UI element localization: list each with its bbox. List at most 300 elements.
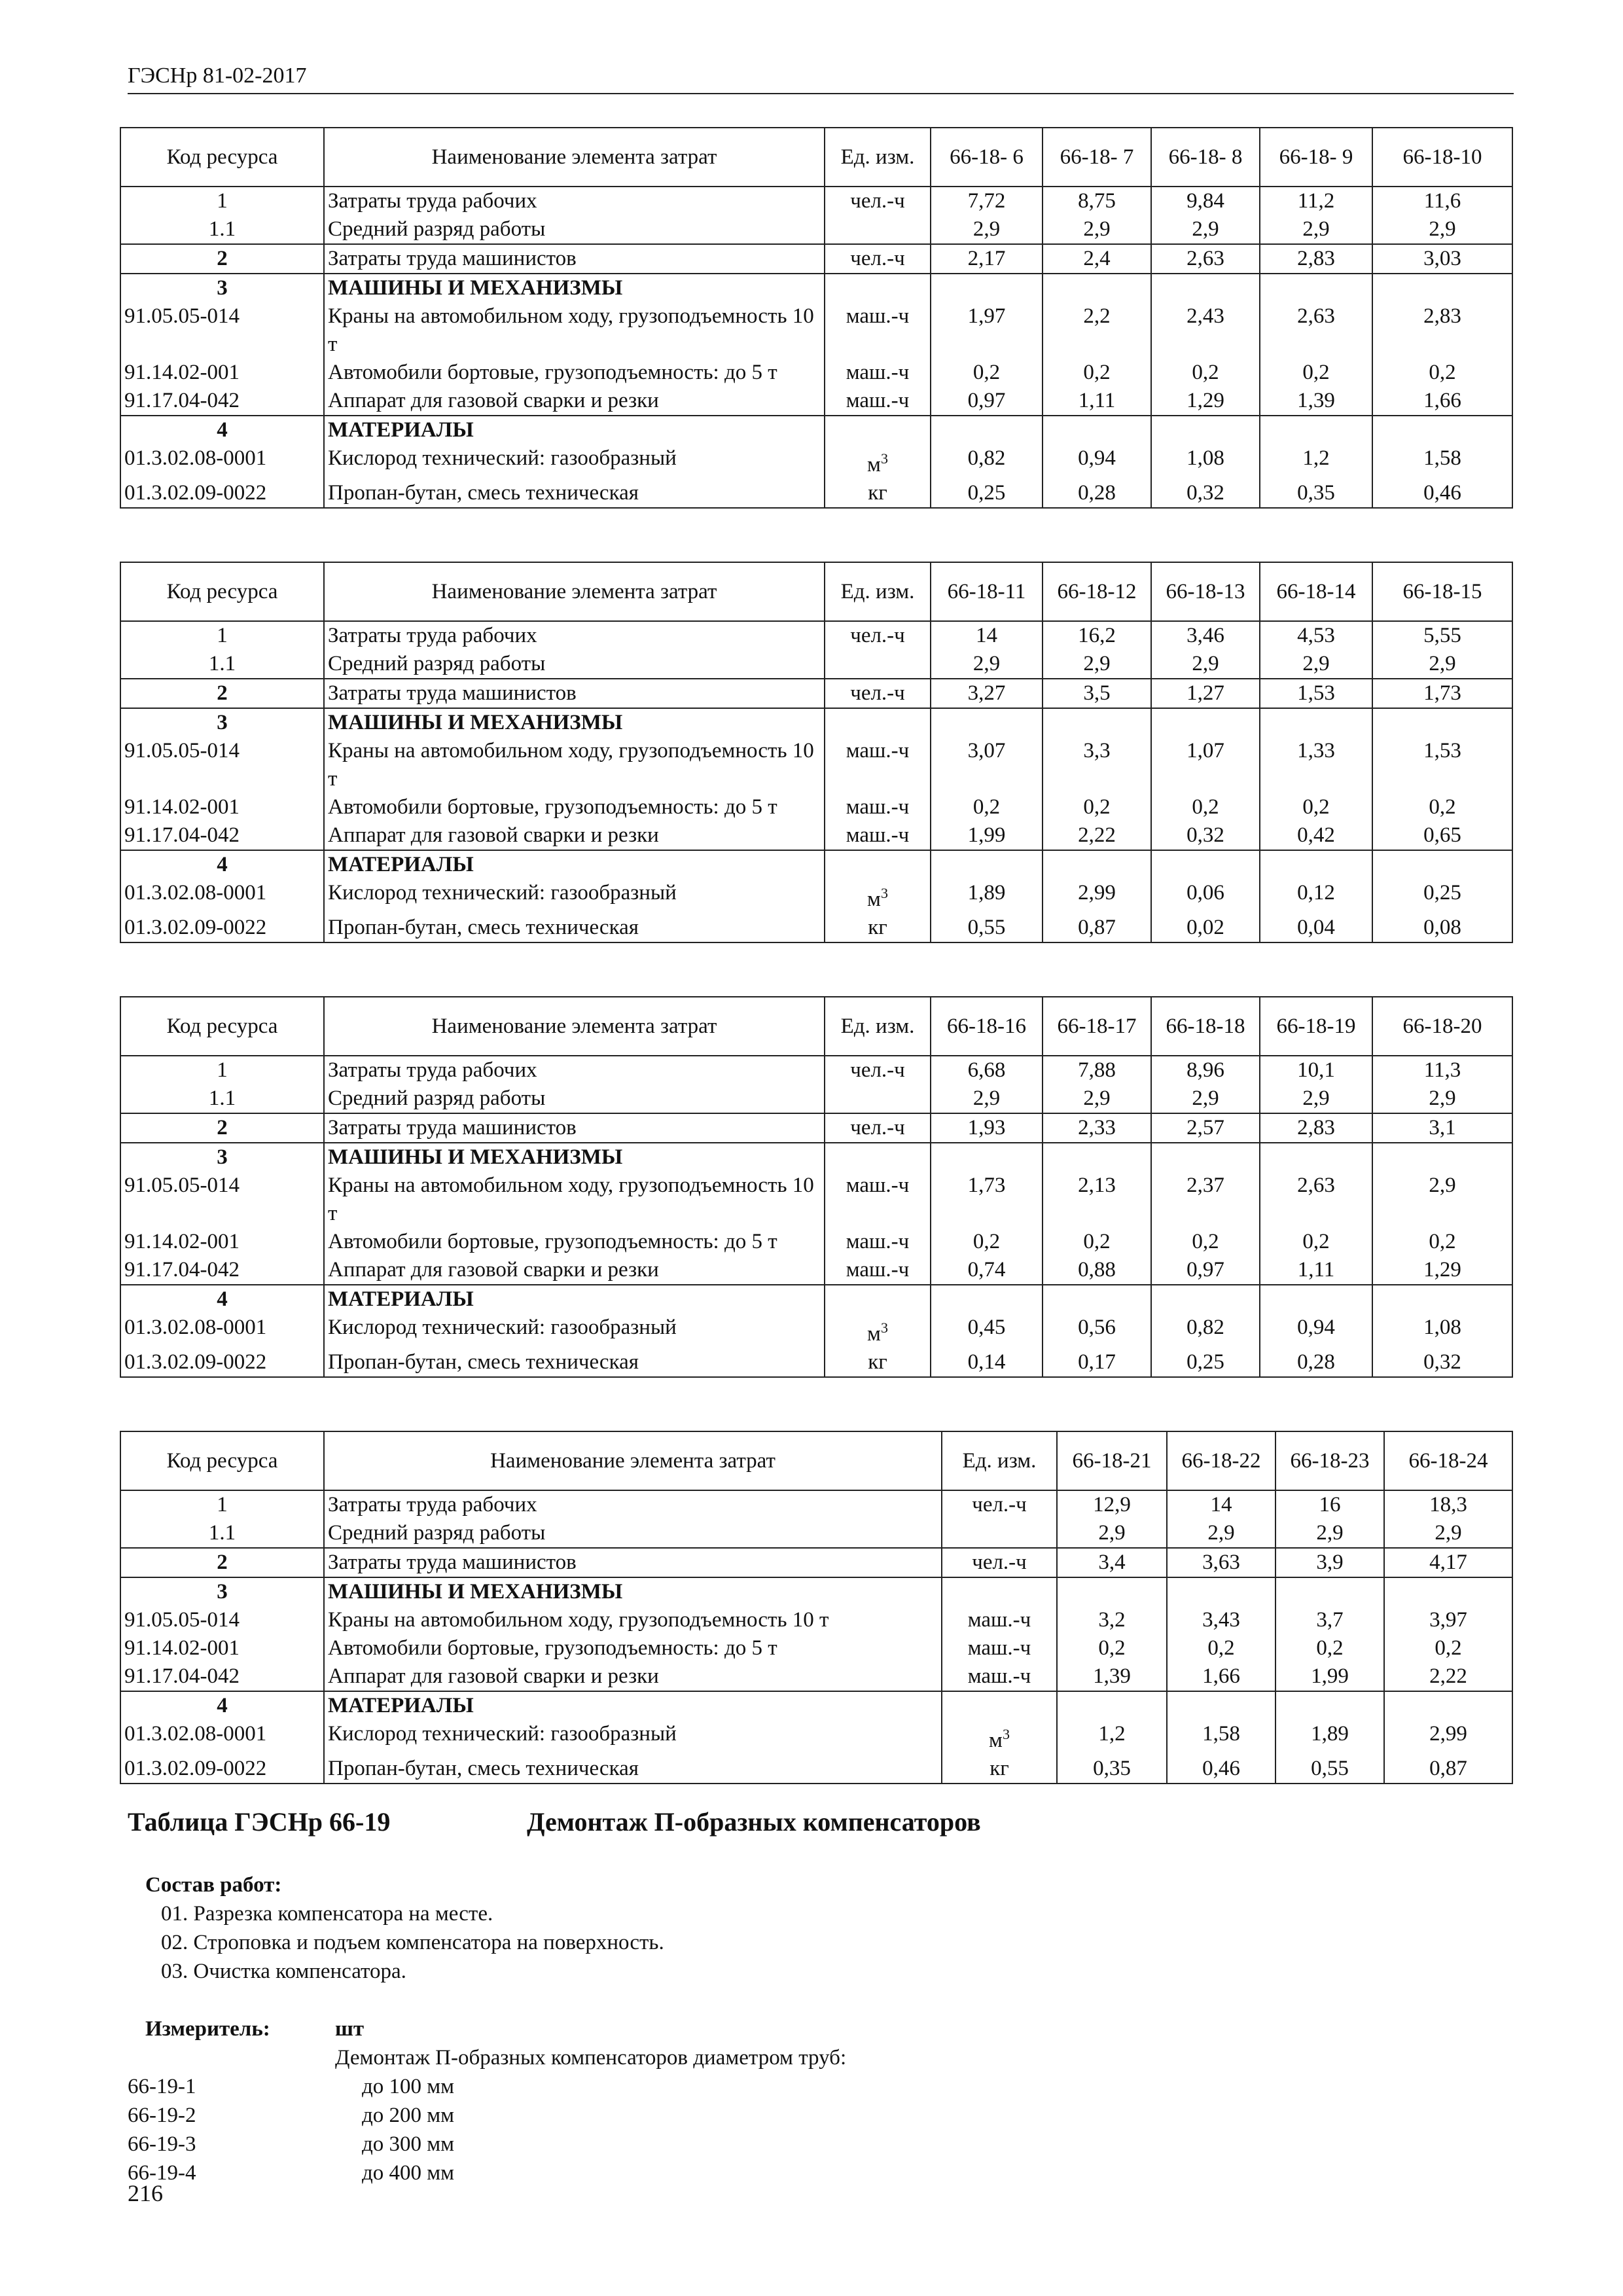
resource-unit: чел.-ч: [825, 1113, 931, 1143]
value-cell: 2,57: [1151, 1113, 1260, 1143]
col-header-code: Код ресурса: [120, 562, 324, 621]
running-header: ГЭСНр 81-02-2017: [128, 63, 1514, 94]
resource-name: Затраты труда машинистов: [324, 1113, 825, 1143]
value-cell: 3,63: [1167, 1548, 1275, 1577]
col-header-norm: 66-18-20: [1372, 997, 1512, 1056]
value-cell: 0,82: [931, 444, 1043, 479]
resource-code: 1.1: [120, 650, 324, 679]
resource-unit: $м^3$: [825, 444, 931, 479]
resource-code: 1.1: [120, 1085, 324, 1113]
resource-unit: маш.-ч: [825, 302, 931, 359]
value-cell: 3,07: [931, 737, 1043, 793]
resource-table-3: [120, 996, 1513, 1378]
norm-text: до 200 мм: [362, 2104, 455, 2127]
table-row: [120, 821, 1512, 850]
resource-code: 01.3.02.08-0001: [120, 879, 324, 914]
works-section: [145, 1871, 664, 1986]
value-cell: 3,03: [1372, 244, 1512, 274]
table-row: [120, 302, 1512, 359]
value-cell: [1275, 1691, 1384, 1720]
value-cell: 2,9: [1151, 650, 1260, 679]
value-cell: 0,94: [1043, 444, 1151, 479]
value-cell: [1372, 1285, 1512, 1314]
page-number: 216: [128, 2180, 163, 2206]
resource-unit: чел.-ч: [825, 244, 931, 274]
section-heading: МАШИНЫ И МЕХАНИЗМЫ: [324, 274, 825, 302]
value-cell: 1,33: [1260, 737, 1372, 793]
value-cell: 1,58: [1167, 1720, 1275, 1755]
resource-code: 1: [120, 1056, 324, 1085]
value-cell: [1384, 1577, 1512, 1606]
table-row: [120, 737, 1512, 793]
value-cell: 3,2: [1057, 1606, 1167, 1634]
value-cell: 2,99: [1384, 1720, 1512, 1755]
value-cell: 0,12: [1260, 879, 1372, 914]
table-row: [120, 708, 1512, 737]
value-cell: 2,63: [1260, 1172, 1372, 1228]
value-cell: 3,4: [1057, 1548, 1167, 1577]
table-row: [120, 850, 1512, 879]
resource-code: 01.3.02.09-0022: [120, 479, 324, 508]
value-cell: [1372, 1143, 1512, 1172]
value-cell: 1,08: [1151, 444, 1260, 479]
section-heading: МАТЕРИАЛЫ: [324, 1691, 942, 1720]
table-row: [120, 1755, 1512, 1784]
value-cell: [1043, 1143, 1151, 1172]
resource-code: 1: [120, 1490, 324, 1519]
value-cell: 0,04: [1260, 914, 1372, 942]
table-row: [120, 1490, 1512, 1519]
table-row: [120, 387, 1512, 416]
section-heading: МАШИНЫ И МЕХАНИЗМЫ: [324, 1143, 825, 1172]
value-cell: 8,96: [1151, 1056, 1260, 1085]
norm-code: 66-19-3: [128, 2132, 196, 2156]
resource-name: Затраты труда машинистов: [324, 679, 825, 708]
table-row: [120, 1691, 1512, 1720]
resource-unit: маш.-ч: [825, 1256, 931, 1285]
superscript: 3: [880, 885, 888, 901]
superscript: 3: [880, 1319, 888, 1336]
resource-name: Средний разряд работы: [324, 650, 825, 679]
resource-name: Затраты труда машинистов: [324, 244, 825, 274]
table-row: [120, 416, 1512, 444]
table-row: [120, 444, 1512, 479]
col-header-norm: 66-18-10: [1372, 128, 1512, 187]
resource-code: 4: [120, 850, 324, 879]
value-cell: [1151, 708, 1260, 737]
resource-name: Пропан-бутан, смесь техническая: [324, 479, 825, 508]
list-item: 03. Очистка компенсатора.: [161, 1960, 406, 1983]
col-header-norm: 66-18-22: [1167, 1431, 1275, 1490]
value-cell: [1057, 1691, 1167, 1720]
value-cell: 11,2: [1260, 187, 1372, 215]
value-cell: 2,33: [1043, 1113, 1151, 1143]
col-header-norm: 66-18-13: [1151, 562, 1260, 621]
resource-code: 1.1: [120, 215, 324, 244]
resource-name: Кислород технический: газообразный: [324, 444, 825, 479]
resource-name: Затраты труда рабочих: [324, 1490, 942, 1519]
value-cell: [1043, 850, 1151, 879]
value-cell: 14: [931, 621, 1043, 650]
resource-unit: маш.-ч: [942, 1606, 1057, 1634]
value-cell: 0,87: [1384, 1755, 1512, 1784]
resource-unit: маш.-ч: [825, 387, 931, 416]
resource-code: 91.17.04-042: [120, 821, 324, 850]
value-cell: 2,9: [1275, 1519, 1384, 1548]
value-cell: 0,2: [1151, 359, 1260, 387]
table-row: [120, 1634, 1512, 1662]
value-cell: 0,46: [1167, 1755, 1275, 1784]
value-cell: 1,39: [1260, 387, 1372, 416]
value-cell: 1,97: [931, 302, 1043, 359]
value-cell: 0,14: [931, 1348, 1043, 1377]
col-header-code: Код ресурса: [120, 997, 324, 1056]
resource-unit: [825, 708, 931, 737]
value-cell: 0,28: [1043, 479, 1151, 508]
value-cell: 1,99: [931, 821, 1043, 850]
list-item: 02. Строповка и подъем компенсатора на поверхность.: [161, 1931, 664, 1954]
measure-unit: шт: [335, 2017, 365, 2041]
value-cell: 1,53: [1260, 679, 1372, 708]
resource-unit: кг: [825, 479, 931, 508]
value-cell: 0,56: [1043, 1314, 1151, 1348]
resource-code: 3: [120, 1143, 324, 1172]
value-cell: 2,9: [1167, 1519, 1275, 1548]
value-cell: [1043, 708, 1151, 737]
resource-code: 1: [120, 621, 324, 650]
value-cell: 1,99: [1275, 1662, 1384, 1691]
value-cell: [1260, 416, 1372, 444]
table-row: [120, 1348, 1512, 1377]
value-cell: 0,17: [1043, 1348, 1151, 1377]
value-cell: 0,2: [931, 1228, 1043, 1256]
col-header-code: Код ресурса: [120, 1431, 324, 1490]
value-cell: 2,9: [1384, 1519, 1512, 1548]
value-cell: 0,2: [1372, 359, 1512, 387]
col-header-name: Наименование элемента затрат: [324, 997, 825, 1056]
resource-name: Затраты труда рабочих: [324, 621, 825, 650]
table-row: [120, 879, 1512, 914]
value-cell: 1,27: [1151, 679, 1260, 708]
value-cell: 1,89: [1275, 1720, 1384, 1755]
resource-code: 01.3.02.09-0022: [120, 914, 324, 942]
value-cell: 0,88: [1043, 1256, 1151, 1285]
table-row: [120, 479, 1512, 508]
section-heading: МАТЕРИАЛЫ: [324, 850, 825, 879]
resource-name: Автомобили бортовые, грузоподъемность: до 5 т: [324, 359, 825, 387]
value-cell: 0,2: [1260, 793, 1372, 821]
table-row: [120, 650, 1512, 679]
resource-unit: [825, 274, 931, 302]
value-cell: [1260, 1143, 1372, 1172]
value-cell: 6,68: [931, 1056, 1043, 1085]
resource-code: 91.17.04-042: [120, 1256, 324, 1285]
value-cell: 0,2: [1043, 1228, 1151, 1256]
value-cell: 0,2: [1275, 1634, 1384, 1662]
norm-text: до 400 мм: [362, 2161, 455, 2185]
value-cell: 2,37: [1151, 1172, 1260, 1228]
resource-name: Средний разряд работы: [324, 215, 825, 244]
resource-table-1: [120, 127, 1513, 509]
value-cell: 1,73: [1372, 679, 1512, 708]
resource-unit: $м^3$: [825, 1314, 931, 1348]
value-cell: [1260, 274, 1372, 302]
table-row: [120, 1548, 1512, 1577]
resource-code: 4: [120, 1691, 324, 1720]
value-cell: [931, 850, 1043, 879]
value-cell: [931, 274, 1043, 302]
value-cell: 0,32: [1151, 479, 1260, 508]
resource-unit: кг: [825, 1348, 931, 1377]
table-row: [120, 1577, 1512, 1606]
value-cell: 16: [1275, 1490, 1384, 1519]
value-cell: 3,46: [1151, 621, 1260, 650]
value-cell: 4,53: [1260, 621, 1372, 650]
value-cell: [1372, 708, 1512, 737]
value-cell: 11,3: [1372, 1056, 1512, 1085]
value-cell: 5,55: [1372, 621, 1512, 650]
resource-code: 91.14.02-001: [120, 1228, 324, 1256]
value-cell: 1,11: [1043, 387, 1151, 416]
value-cell: [1151, 416, 1260, 444]
value-cell: 0,25: [1151, 1348, 1260, 1377]
value-cell: 2,83: [1372, 302, 1512, 359]
resource-name: Краны на автомобильном ходу, грузоподъемность 10 т: [324, 737, 825, 793]
resource-code: 91.14.02-001: [120, 793, 324, 821]
value-cell: 2,9: [1372, 215, 1512, 244]
value-cell: 1,07: [1151, 737, 1260, 793]
value-cell: 1,29: [1151, 387, 1260, 416]
resource-name: Затраты труда рабочих: [324, 187, 825, 215]
value-cell: 0,2: [1260, 1228, 1372, 1256]
value-cell: 2,9: [1151, 1085, 1260, 1113]
value-cell: 0,42: [1260, 821, 1372, 850]
resource-code: 91.14.02-001: [120, 1634, 324, 1662]
value-cell: 2,22: [1384, 1662, 1512, 1691]
value-cell: 10,1: [1260, 1056, 1372, 1085]
norm-code: 66-19-1: [128, 2075, 196, 2098]
section-heading: МАШИНЫ И МЕХАНИЗМЫ: [324, 708, 825, 737]
value-cell: 0,74: [931, 1256, 1043, 1285]
resource-code: 3: [120, 708, 324, 737]
resource-unit: [825, 1085, 931, 1113]
value-cell: 16,2: [1043, 621, 1151, 650]
value-cell: [1151, 1143, 1260, 1172]
table-row: [120, 1256, 1512, 1285]
resource-code: 91.14.02-001: [120, 359, 324, 387]
value-cell: 0,2: [1043, 793, 1151, 821]
value-cell: [931, 708, 1043, 737]
value-cell: 18,3: [1384, 1490, 1512, 1519]
table-row: [120, 1606, 1512, 1634]
list-item: [128, 2072, 454, 2101]
value-cell: 1,58: [1372, 444, 1512, 479]
value-cell: 0,2: [1151, 1228, 1260, 1256]
value-cell: 7,88: [1043, 1056, 1151, 1085]
list-item: 01. Разрезка компенсатора на месте.: [161, 1902, 493, 1926]
table-row: [120, 1285, 1512, 1314]
resource-code: 91.05.05-014: [120, 737, 324, 793]
col-header-unit: Ед. изм.: [825, 128, 931, 187]
value-cell: 2,22: [1043, 821, 1151, 850]
value-cell: 0,87: [1043, 914, 1151, 942]
value-cell: 2,9: [1372, 1172, 1512, 1228]
resource-unit: маш.-ч: [825, 359, 931, 387]
resource-name: Краны на автомобильном ходу, грузоподъемность 10 т: [324, 1606, 942, 1634]
value-cell: [1043, 274, 1151, 302]
value-cell: [1260, 1285, 1372, 1314]
value-cell: [1151, 274, 1260, 302]
value-cell: 2,63: [1151, 244, 1260, 274]
resource-unit: [942, 1519, 1057, 1548]
value-cell: 0,2: [931, 793, 1043, 821]
table-row: [120, 1662, 1512, 1691]
resource-code: 01.3.02.08-0001: [120, 1314, 324, 1348]
value-cell: 0,2: [1372, 1228, 1512, 1256]
value-cell: 3,7: [1275, 1606, 1384, 1634]
col-header-norm: 66-18- 9: [1260, 128, 1372, 187]
value-cell: 2,9: [1260, 1085, 1372, 1113]
resource-code: 01.3.02.08-0001: [120, 1720, 324, 1755]
col-header-name: Наименование элемента затрат: [324, 1431, 942, 1490]
resource-unit: чел.-ч: [825, 621, 931, 650]
value-cell: 2,9: [931, 1085, 1043, 1113]
col-header-norm: 66-18-15: [1372, 562, 1512, 621]
table-row: [120, 187, 1512, 215]
resource-name: Аппарат для газовой сварки и резки: [324, 1662, 942, 1691]
value-cell: [1260, 850, 1372, 879]
resource-name: Пропан-бутан, смесь техническая: [324, 1755, 942, 1784]
value-cell: 0,35: [1260, 479, 1372, 508]
value-cell: [1043, 416, 1151, 444]
value-cell: 1,29: [1372, 1256, 1512, 1285]
value-cell: 0,2: [1057, 1634, 1167, 1662]
resource-name: Автомобили бортовые, грузоподъемность: до 5 т: [324, 1634, 942, 1662]
value-cell: 1,53: [1372, 737, 1512, 793]
value-cell: [1043, 1285, 1151, 1314]
resource-code: 91.17.04-042: [120, 1662, 324, 1691]
col-header-norm: 66-18-18: [1151, 997, 1260, 1056]
resource-unit: [942, 1577, 1057, 1606]
value-cell: [1260, 708, 1372, 737]
measure-list: [128, 2072, 454, 2187]
value-cell: 1,73: [931, 1172, 1043, 1228]
value-cell: 1,11: [1260, 1256, 1372, 1285]
col-header-norm: 66-18-11: [931, 562, 1043, 621]
table-row: [120, 621, 1512, 650]
resource-name: Кислород технический: газообразный: [324, 1720, 942, 1755]
resource-code: 4: [120, 416, 324, 444]
resource-name: Средний разряд работы: [324, 1085, 825, 1113]
col-header-norm: 66-18- 7: [1043, 128, 1151, 187]
resource-unit: $м^3$: [942, 1720, 1057, 1755]
value-cell: 0,46: [1372, 479, 1512, 508]
table-row: [120, 1056, 1512, 1085]
value-cell: 0,45: [931, 1314, 1043, 1348]
col-header-norm: 66-18-23: [1275, 1431, 1384, 1490]
table-title-text: Демонтаж П-образных компенсаторов: [527, 1807, 981, 1837]
value-cell: [1372, 850, 1512, 879]
value-cell: [1384, 1691, 1512, 1720]
value-cell: 2,99: [1043, 879, 1151, 914]
value-cell: 0,02: [1151, 914, 1260, 942]
value-cell: 0,08: [1372, 914, 1512, 942]
col-header-name: Наименование элемента затрат: [324, 562, 825, 621]
value-cell: 2,2: [1043, 302, 1151, 359]
resource-name: Аппарат для газовой сварки и резки: [324, 387, 825, 416]
measure-description: Демонтаж П-образных компенсаторов диаметром труб:: [335, 2046, 847, 2070]
value-cell: 0,94: [1260, 1314, 1372, 1348]
value-cell: [1151, 1285, 1260, 1314]
resource-table-2: [120, 562, 1513, 943]
col-header-unit: Ед. изм.: [942, 1431, 1057, 1490]
resource-name: Краны на автомобильном ходу, грузоподъемность 10 т: [324, 302, 825, 359]
value-cell: 1,39: [1057, 1662, 1167, 1691]
value-cell: 0,2: [1151, 793, 1260, 821]
table-row: [120, 244, 1512, 274]
resource-name: Краны на автомобильном ходу, грузоподъемность 10 т: [324, 1172, 825, 1228]
table-row: [120, 1172, 1512, 1228]
measure-label: Измеритель:: [145, 2017, 270, 2041]
works-list: [145, 1899, 664, 1986]
table-row: [120, 914, 1512, 942]
value-cell: 4,17: [1384, 1548, 1512, 1577]
value-cell: 14: [1167, 1490, 1275, 1519]
value-cell: 9,84: [1151, 187, 1260, 215]
section-heading: МАШИНЫ И МЕХАНИЗМЫ: [324, 1577, 942, 1606]
section-heading: МАТЕРИАЛЫ: [324, 416, 825, 444]
value-cell: 0,28: [1260, 1348, 1372, 1377]
col-header-norm: 66-18-14: [1260, 562, 1372, 621]
resource-unit: [825, 1143, 931, 1172]
resource-name: Аппарат для газовой сварки и резки: [324, 1256, 825, 1285]
resource-code: 3: [120, 1577, 324, 1606]
value-cell: 3,97: [1384, 1606, 1512, 1634]
resource-code: 91.17.04-042: [120, 387, 324, 416]
value-cell: 2,9: [1043, 1085, 1151, 1113]
resource-table-4: [120, 1431, 1513, 1784]
value-cell: 2,9: [1372, 650, 1512, 679]
value-cell: 0,2: [1260, 359, 1372, 387]
resource-code: 3: [120, 274, 324, 302]
resource-name: Пропан-бутан, смесь техническая: [324, 914, 825, 942]
value-cell: 1,08: [1372, 1314, 1512, 1348]
resource-unit: маш.-ч: [825, 793, 931, 821]
value-cell: [1167, 1577, 1275, 1606]
value-cell: 0,32: [1372, 1348, 1512, 1377]
value-cell: 0,06: [1151, 879, 1260, 914]
value-cell: 2,13: [1043, 1172, 1151, 1228]
norm-text: до 100 мм: [362, 2075, 455, 2098]
resource-code: 1.1: [120, 1519, 324, 1548]
table-row: [120, 1113, 1512, 1143]
value-cell: 0,97: [931, 387, 1043, 416]
resource-unit: чел.-ч: [942, 1490, 1057, 1519]
resource-unit: [825, 850, 931, 879]
value-cell: 0,82: [1151, 1314, 1260, 1348]
value-cell: 3,43: [1167, 1606, 1275, 1634]
value-cell: 0,25: [1372, 879, 1512, 914]
value-cell: 2,83: [1260, 1113, 1372, 1143]
value-cell: [1372, 416, 1512, 444]
value-cell: 3,27: [931, 679, 1043, 708]
resource-unit: чел.-ч: [825, 187, 931, 215]
value-cell: 8,75: [1043, 187, 1151, 215]
resource-code: 4: [120, 1285, 324, 1314]
resource-unit: [825, 215, 931, 244]
resource-name: Кислород технический: газообразный: [324, 1314, 825, 1348]
resource-unit: чел.-ч: [942, 1548, 1057, 1577]
